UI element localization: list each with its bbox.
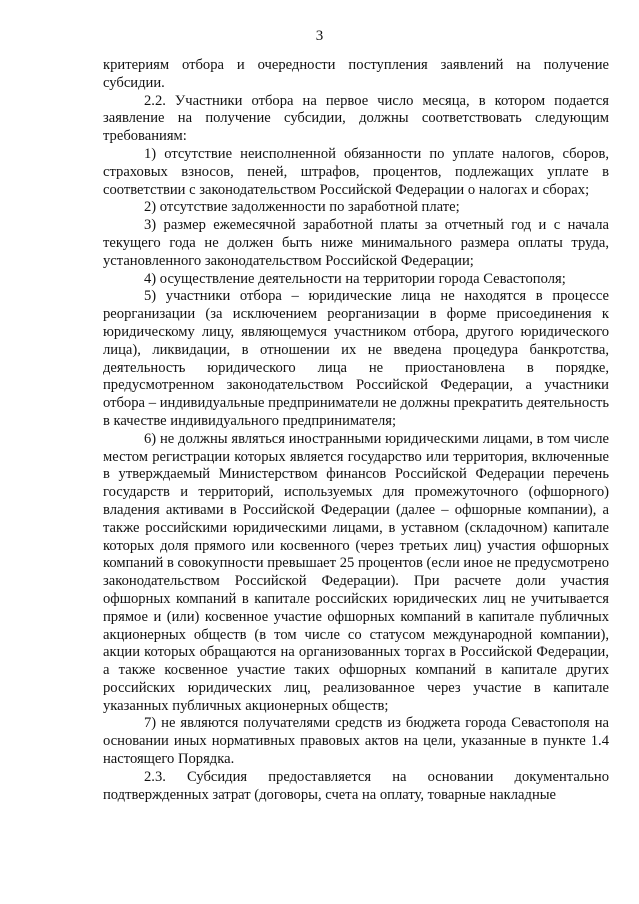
document-body (103, 57, 609, 804)
paragraph-continuation: критериям отбора и очередности поступления заявлений на получение субсидии. (103, 57, 609, 91)
paragraph-2-2: 2.2. Участники отбора на первое число месяца, в котором подается заявление на получение субсидии, должны соответствовать следующим требованиям: (103, 92, 609, 145)
requirement-6: 6) не должны являться иностранными юридическими лицами, в том числе местом регистрации которых является государство или территория, включенные в утверждаемый Министерством финансов Российской Федерации перечень государств и территорий, используемых для промежуточного (офшорного) владения активами в Российской Федерации (далее – офшорные компании), а также российскими юридическими лицами, в уставном (складочном) капитале которых доля прямого или косвенного (через третьих лиц) участия офшорных компаний в совокупности превышает 25 процентов (если иное не предусмотрено законодательством Российской Федерации). При расчете доли участия офшорных компаний в капитале российских юридических лиц не учитывается прямое и (или) косвенное участие офшорных компаний в капитале публичных акционерных обществ (в том числе со статусом международной компании), акции которых обращаются на организованных торгах в Российской Федерации, а также косвенное участие таких офшорных компаний в капитале других российских юридических лиц, реализованное через участие в капитале указанных публичных акционерных обществ; (103, 430, 609, 714)
paragraph-2-3: 2.3. Субсидия предоставляется на основании документально подтвержденных затрат (договоры, счета на оплату, товарные накладные (103, 768, 609, 803)
requirement-2: 2) отсутствие задолженности по заработной плате; (144, 199, 460, 216)
page-number: 3 (315, 28, 324, 44)
requirement-3: 3) размер ежемесячной заработной платы за отчетный год и с начала текущего года не должен быть ниже минимального размера оплаты труда, установленного законодательством Российской Федерации; (103, 217, 609, 269)
requirement-7: 7) не являются получателями средств из бюджета города Севастополя на основании иных нормативных правовых актов на цели, указанные в пункте 1.4 настоящего Порядка. (103, 715, 609, 768)
requirement-1: 1) отсутствие неисполненной обязанности по уплате налогов, сборов, страховых взносов, пеней, штрафов, процентов, подлежащих уплате в соответствии с законодательством Российской Федерации о налогах и сборах; (103, 145, 609, 198)
requirement-4: 4) осуществление деятельности на территории города Севастополя; (144, 270, 566, 287)
requirement-5: 5) участники отбора – юридические лица не находятся в процессе реорганизации (за исключением реорганизации в форме присоединения к юридическому лицу, являющемуся участником отбора, другого юридического лица), ликвидации, в отношении их не введена процедура банкротства, деятельность юридического лица не приостановлена в порядке, предусмотренном законодательством Российской Федерации, а участники отбора – индивидуальные предприниматели не должны прекратить деятельность в качестве индивидуального предпринимателя; (103, 288, 609, 429)
